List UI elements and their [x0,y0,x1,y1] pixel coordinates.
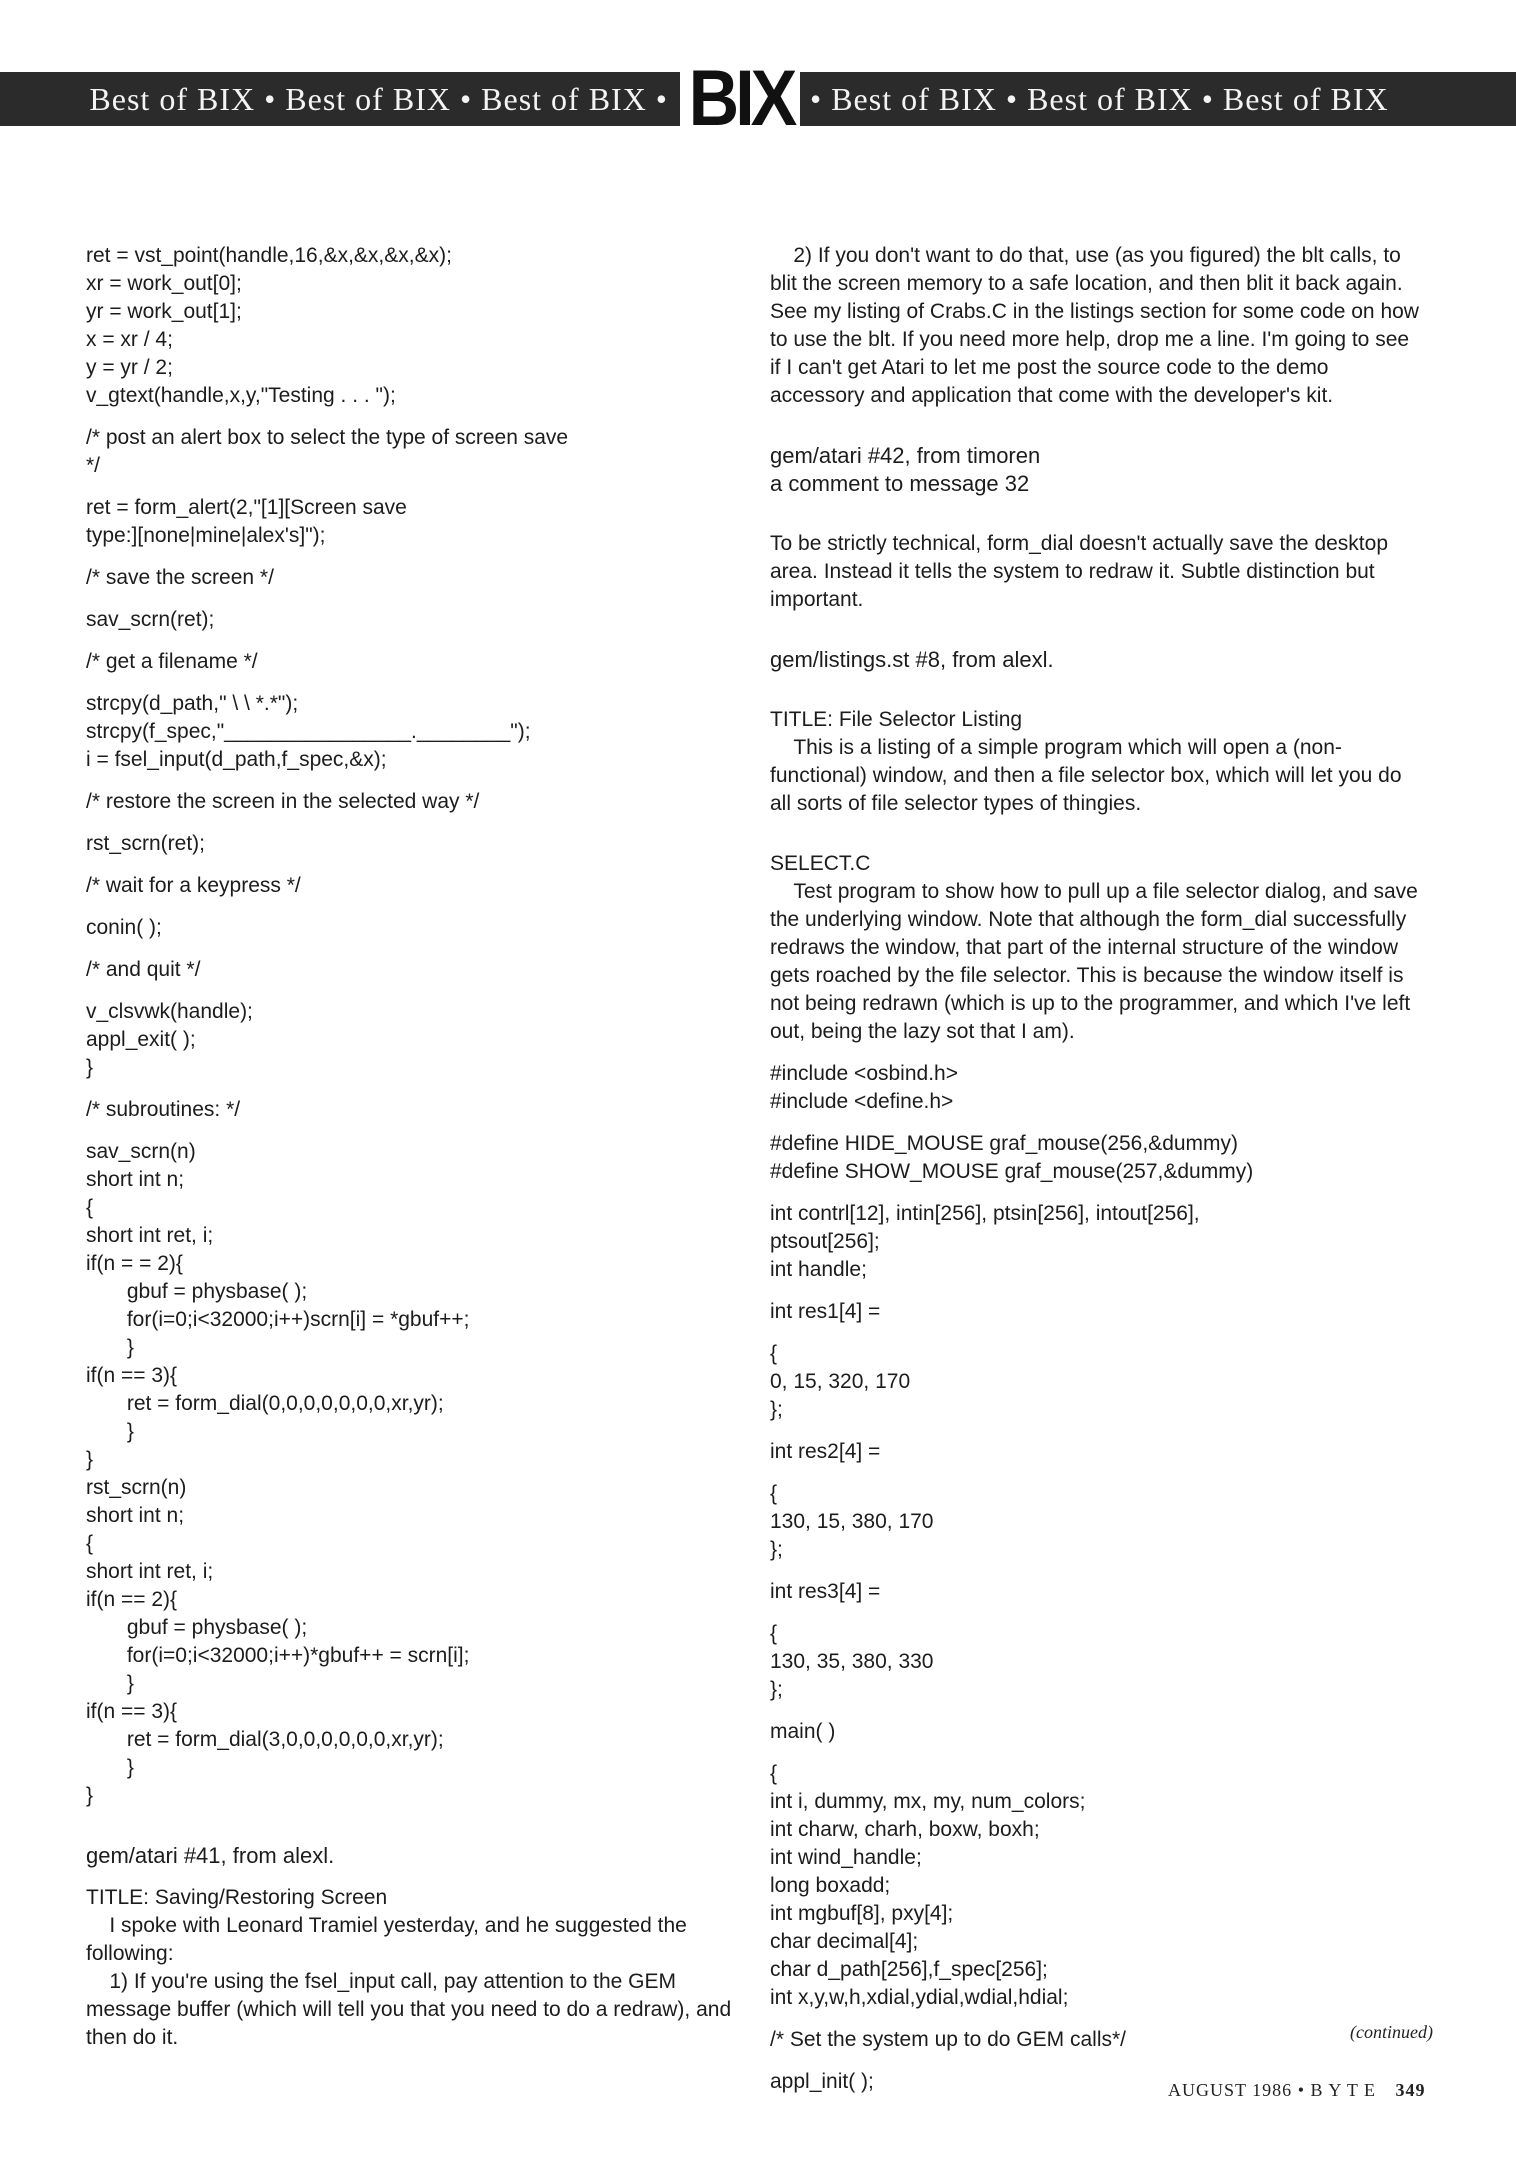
page-number: 349 [1395,2080,1426,2100]
code-block: int res3[4] = [770,1580,881,1603]
code-comment: /* wait for a keypress */ [86,874,301,897]
code-block: appl_init( ); [770,2070,874,2093]
message-heading: gem/listings.st #8, from alexl. [770,647,1054,672]
banner-separator: • [264,81,277,117]
banner-segment: Best of BIX [285,81,451,117]
prose-paragraph: To be strictly technical, form_dial doesn't actually save the desktop area. Instead it tells the system to redraw it. Subtle distinction but important. [770,532,1394,611]
code-comment: /* Set the system up to do GEM calls*/ [770,2028,1126,2051]
banner-separator: • [1005,81,1019,117]
code-comment: /* get a filename */ [86,650,258,673]
code-block: v_clsvwk(handle); appl_exit( ); } [86,1000,253,1079]
code-comment: /* subroutines: */ [86,1098,241,1121]
continued-label: (continued) [1350,2022,1433,2042]
code-block: int res2[4] = [770,1440,881,1463]
code-block: sav_scrn(ret); [86,608,215,631]
code-block: { 130, 15, 380, 170 }; [770,1482,934,1561]
footer-date: AUGUST 1986 [1168,2080,1293,2100]
prose-paragraph: 1) If you're using the fsel_input call, pay attention to the GEM message buffer (which will tell you that you need to do a redraw), and then do it. [86,1970,737,2049]
footer-separator: • [1297,2080,1305,2100]
prose-paragraph: This is a listing of a simple program which will open a (non-functional) window, and then a file selector box, which will let you do all sorts of file selector types of thingies. [770,736,1408,815]
prose-paragraph: I spoke with Leonard Tramiel yesterday, and he suggested the following: [86,1914,693,1965]
code-block: { 130, 35, 380, 330 }; [770,1622,934,1701]
listing-title: TITLE: Saving/Restoring Screen [86,1886,388,1909]
code-block: ret = vst_point(handle,16,&x,&x,&x,&x); xr = work_out[0]; yr = work_out[1]; x = xr / 4; y = yr / 2; v_gtext(handle,x,y,"Testing . . . "); [86,244,452,407]
code-block: int contrl[12], intin[256], ptsin[256], intout[256], ptsout[256]; int handle; [770,1202,1200,1281]
footer-magazine: B Y T E [1310,2080,1377,2100]
banner-right-band [800,72,1516,126]
code-comment: /* and quit */ [86,958,201,981]
code-block: #include <osbind.h> #include <define.h> [770,1062,958,1113]
banner-separator: • [655,81,668,117]
prose-paragraph: Test program to show how to pull up a file selector dialog, and save the underlying window. Note that although the form_dial successfully redraws the window, that part of the internal structure of the window gets roached by the file selector. This is because the window itself is not being redrawn (which is up to the programmer, and which I've left out, being the lazy sot that I am). [770,880,1424,1043]
message-heading: gem/atari #42, from timoren a comment to message 32 [770,443,1041,496]
banner-segment: Best of BIX [481,81,647,117]
banner-separator: • [459,81,473,117]
code-block: ret = form_alert(2,"[1][Screen save type:][none|mine|alex's]"); [86,496,407,547]
left-column [86,242,736,2066]
right-column [770,242,1425,2110]
banner-left-band [0,72,680,126]
code-block: { int i, dummy, mx, my, num_colors; int charw, charh, boxw, boxh; int wind_handle; long boxadd; int mgbuf[8], pxy[4]; char decimal[4]; char d_path[256],f_spec[256]; int x,y,w,h,xdial,ydial,wdial,hdial; [770,1762,1086,2009]
code-block: { 0, 15, 320, 170 }; [770,1342,911,1421]
page-footer [1168,2080,1426,2101]
banner-separator: • [810,81,823,117]
banner-segment: Best of BIX [89,81,256,117]
banner-segment: Best of BIX [831,81,997,117]
code-block: main( ) [770,1720,836,1743]
code-block: #define HIDE_MOUSE graf_mouse(256,&dummy) #define SHOW_MOUSE graf_mouse(257,&dummy) [770,1132,1254,1183]
code-block: sav_scrn(n) short int n; { short int ret, i; if(n = = 2){ gbuf = physbase( ); for(i=0;i<32000;i++)scrn[i] = *gbuf++; } if(n == 3){ ret = form_dial(0,0,0,0,0,0,0,xr,yr); } } rst_scrn(n) short int n; { short int ret, i; if(n == 2){ gbuf = physbase( ); for(i=0;i<32000;i++)*gbuf++ = scrn[i]; } if(n == 3){ ret = form_dial(3,0,0,0,0,0,0,xr,yr); } } [86,1140,470,1807]
code-comment: /* save the screen */ [86,566,274,589]
message-heading: gem/atari #41, from alexl. [86,1843,335,1868]
code-block: rst_scrn(ret); [86,832,206,855]
code-block: strcpy(d_path," \ \ *.*"); strcpy(f_spec,"________________.________"); i = fsel_input(d_path,f_spec,&x); [86,692,531,771]
bix-logo: BIX [688,54,794,142]
banner-separator: • [1201,81,1214,117]
banner-segment: Best of BIX [1027,81,1193,117]
program-title: SELECT.C [770,852,871,875]
code-block: conin( ); [86,916,162,939]
listing-title: TITLE: File Selector Listing [770,708,1023,731]
code-comment: /* post an alert box to select the type of screen save */ [86,426,569,477]
prose-paragraph: 2) If you don't want to do that, use (as you figured) the blt calls, to blit the screen memory to a safe location, and then blit it back again. See my listing of Crabs.C in the listings section for some code on how to use the blt. If you need more help, drop me a line. I'm going to see if I can't get Atari to let me post the source code to the demo accessory and application that come with the developer's kit. [770,244,1425,407]
code-comment: /* restore the screen in the selected way */ [86,790,480,813]
bix-banner [0,54,1516,142]
code-block: int res1[4] = [770,1300,881,1323]
banner-segment: Best of BIX [1222,81,1389,117]
